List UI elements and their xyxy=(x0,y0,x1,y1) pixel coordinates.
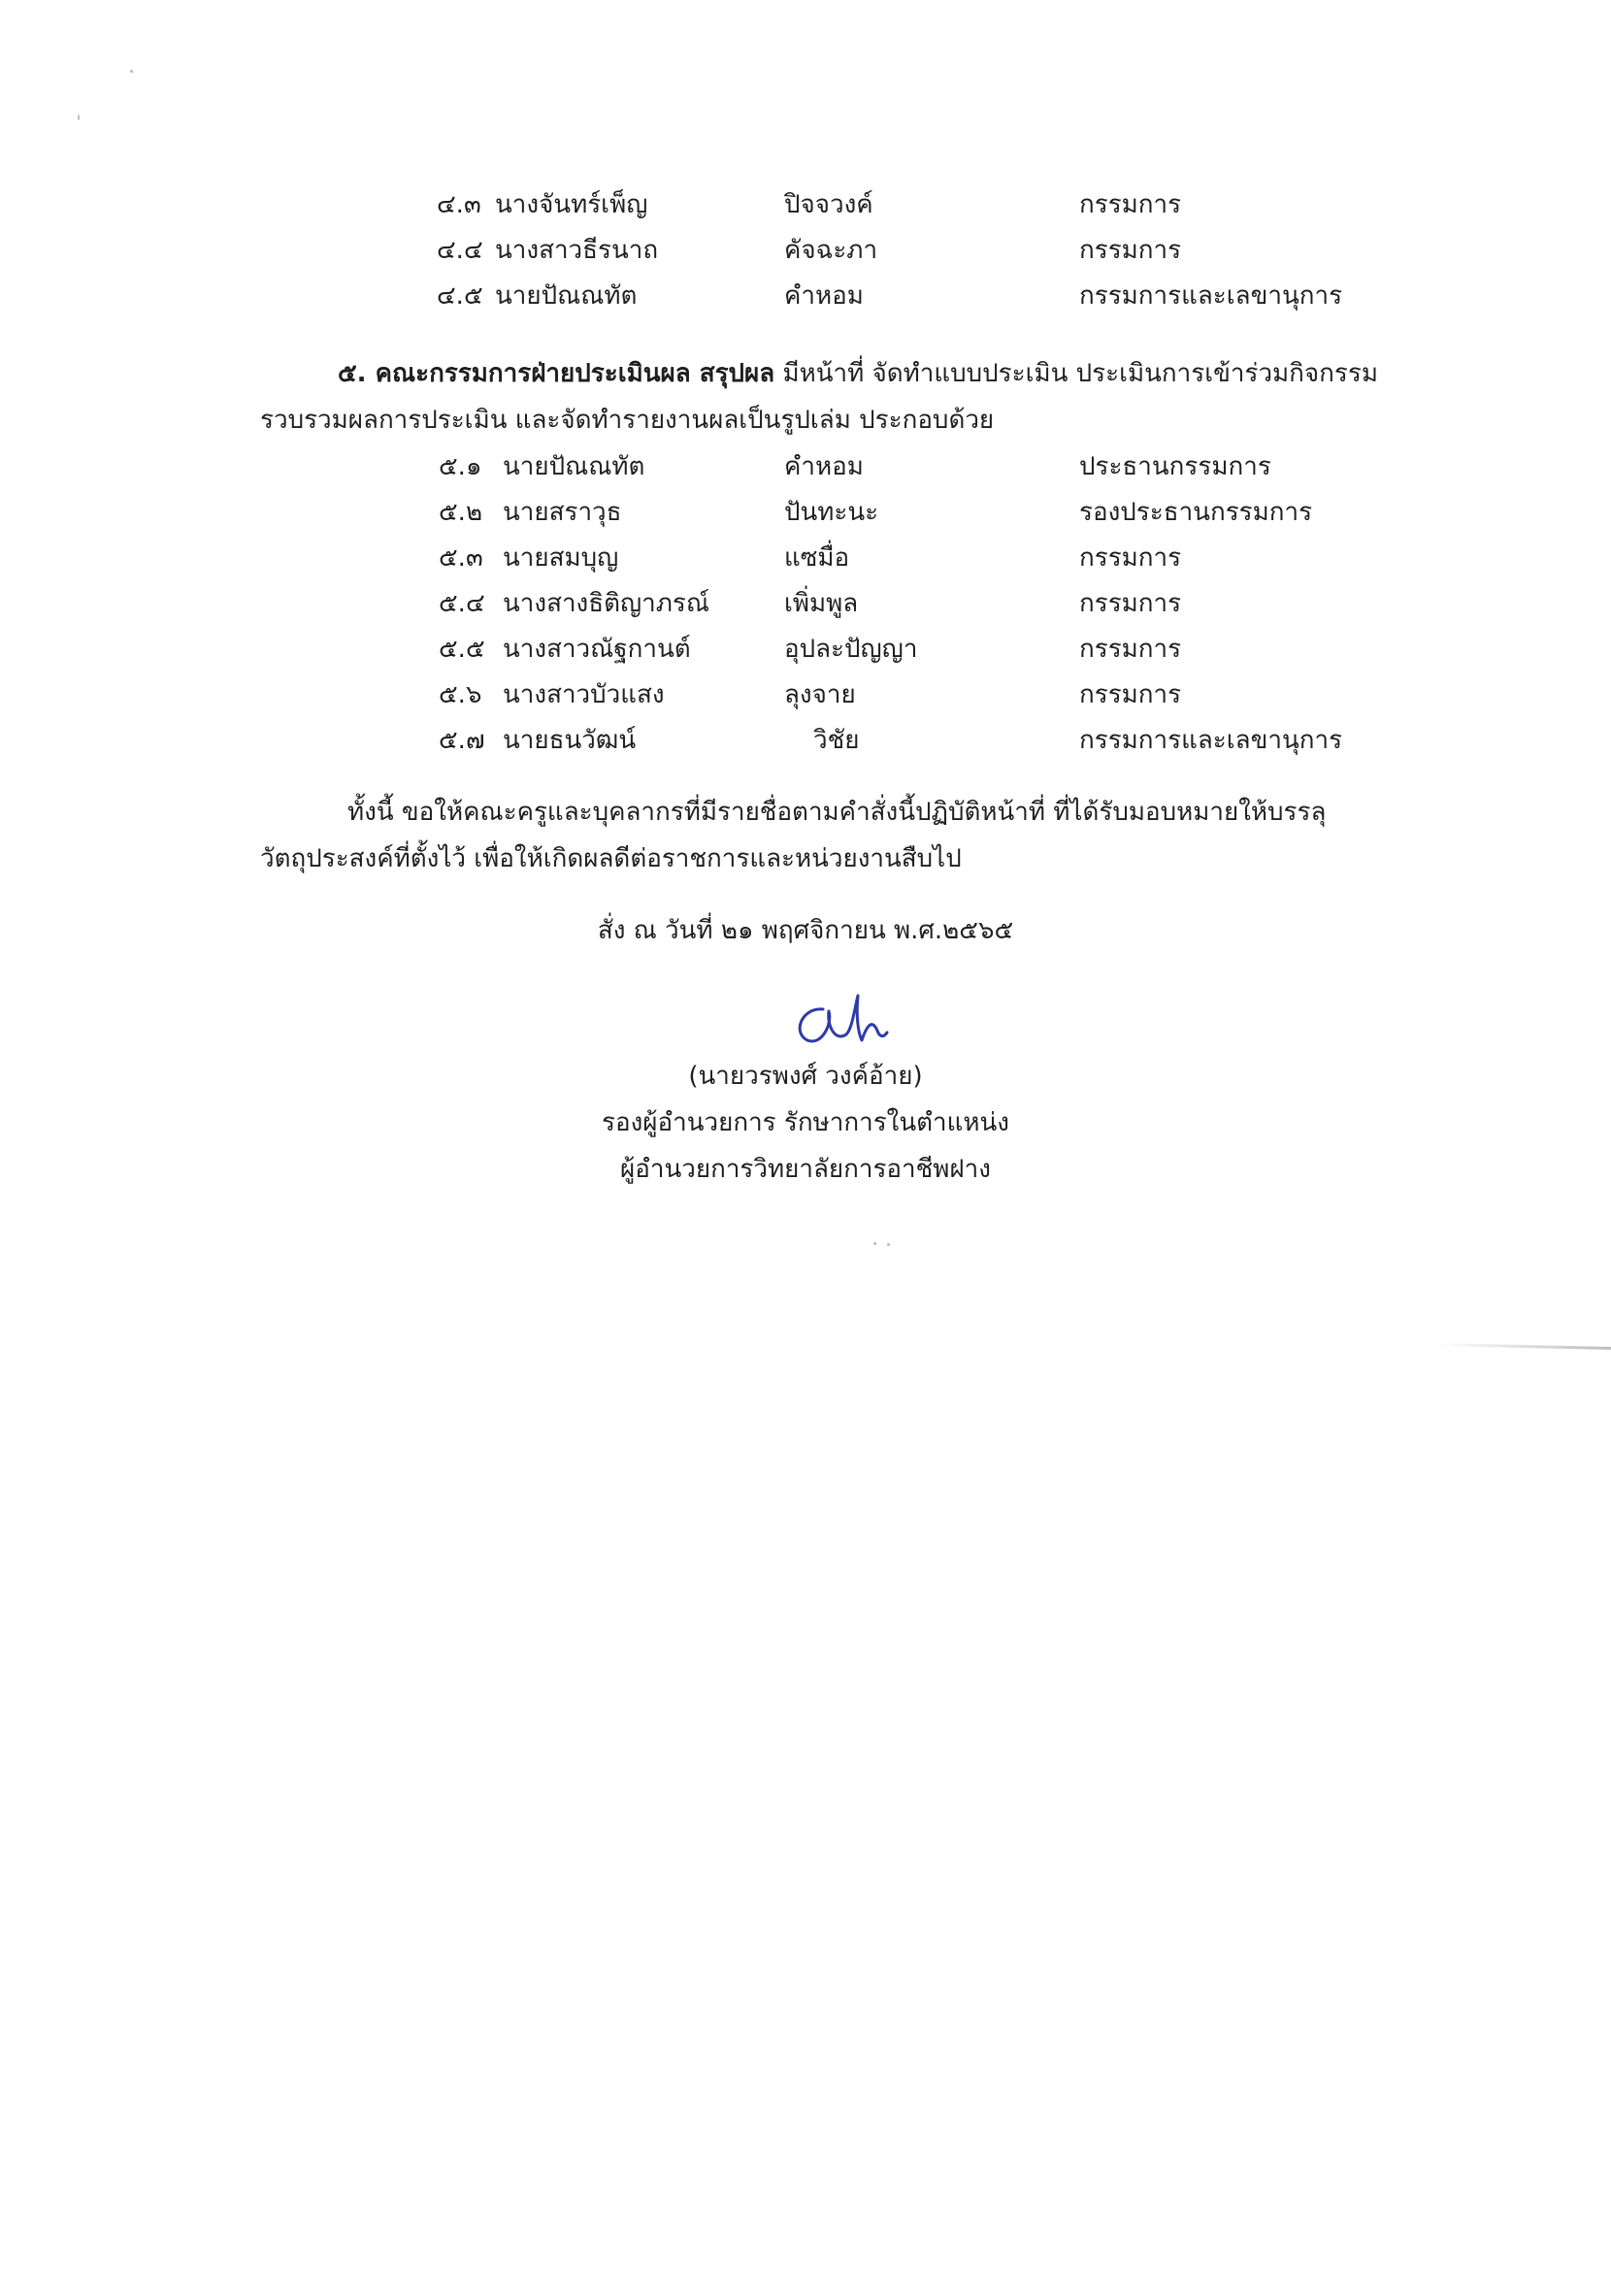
closing-line2: วัตถุประสงค์ที่ตั้งไว้ เพื่อให้เกิดผลดีต่อราชการและหน่วยงานสืบไป xyxy=(260,844,962,873)
member-row xyxy=(0,498,1611,537)
scan-speck xyxy=(130,70,133,73)
member-last-name: ลุงจาย xyxy=(784,680,856,709)
scan-artifact-line xyxy=(1436,1343,1611,1350)
signature-image xyxy=(784,982,891,1050)
member-row xyxy=(0,589,1611,628)
scan-speck xyxy=(887,1243,890,1246)
signatory-position-line1: รองผู้อำนวยการ รักษาการในตำแหน่ง xyxy=(602,1108,1009,1137)
order-date: สั่ง ณ วันที่ ๒๑ พฤศจิกายน พ.ศ.๒๕๖๕ xyxy=(597,916,1014,945)
member-number: ๔.๕ xyxy=(437,281,483,311)
member-last-name: วิชัย xyxy=(813,726,860,755)
member-number: ๔.๓ xyxy=(437,190,481,219)
scan-speck xyxy=(873,1242,876,1245)
member-first-name: นางสาวบัวแสง xyxy=(503,680,665,709)
member-first-name: นางสาวธีรนาถ xyxy=(495,236,659,265)
member-last-name: อุปละปัญญา xyxy=(784,635,918,664)
member-role: กรรมการ xyxy=(1079,589,1182,618)
closing-line1: ทั้งนี้ ขอให้คณะครูและบุคลากรที่มีรายชื่อตามคำสั่งนี้ปฏิบัติหน้าที่ ที่ได้รับมอบหมายให้บรรลุ xyxy=(347,798,1327,827)
member-first-name: นางสางธิติญาภรณ์ xyxy=(503,589,709,618)
member-row xyxy=(0,543,1611,582)
member-row xyxy=(0,680,1611,719)
member-role: รองประธานกรรมการ xyxy=(1079,498,1313,527)
member-role: กรรมการ xyxy=(1079,680,1182,709)
member-role: กรรมการ xyxy=(1079,635,1182,664)
member-number: ๕.๑ xyxy=(439,452,482,481)
member-role: กรรมการและเลขานุการ xyxy=(1079,281,1343,311)
member-first-name: นายปัณณทัต xyxy=(495,281,638,311)
member-row xyxy=(0,635,1611,673)
member-last-name: คัจฉะภา xyxy=(784,236,878,265)
section-5-duty-line2: รวบรวมผลการประเมิน และจัดทำรายงานผลเป็นรูปเล่ม ประกอบด้วย xyxy=(260,406,995,435)
member-number: ๕.๖ xyxy=(439,680,482,709)
member-number: ๕.๓ xyxy=(439,543,483,573)
member-last-name: ปันทะนะ xyxy=(784,498,879,527)
member-number: ๔.๔ xyxy=(437,236,483,265)
member-last-name: คำหอม xyxy=(784,452,864,481)
member-last-name: ปิจจวงค์ xyxy=(784,190,873,219)
member-row xyxy=(0,726,1611,765)
signature-stroke xyxy=(800,996,887,1041)
section-5-intro xyxy=(338,359,1378,389)
member-first-name: นายสมบุญ xyxy=(503,543,619,573)
member-role: ประธานกรรมการ xyxy=(1079,452,1271,481)
member-number: ๕.๔ xyxy=(439,589,485,618)
member-first-name: นายธนวัฒน์ xyxy=(503,726,637,755)
member-number: ๕.๒ xyxy=(439,498,483,527)
member-role: กรรมการ xyxy=(1079,543,1182,573)
member-role: กรรมการ xyxy=(1079,190,1182,219)
member-first-name: นายปัณณทัต xyxy=(503,452,645,481)
member-role: กรรมการ xyxy=(1079,236,1182,265)
member-last-name: เพิ่มพูล xyxy=(784,589,859,618)
member-first-name: นายสราวุธ xyxy=(503,498,622,527)
member-number: ๕.๗ xyxy=(439,726,485,755)
member-first-name: นางสาวณัฐกานต์ xyxy=(503,635,691,664)
member-row xyxy=(0,190,1611,229)
member-role: กรรมการและเลขานุการ xyxy=(1079,726,1343,755)
member-number: ๕.๕ xyxy=(439,635,485,664)
signatory-position-line2: ผู้อำนวยการวิทยาลัยการอาชีพฝาง xyxy=(620,1155,991,1184)
member-row xyxy=(0,452,1611,491)
member-row xyxy=(0,281,1611,320)
section-5-heading: ๕. คณะกรรมการฝ่ายประเมินผล สรุปผล xyxy=(338,359,775,388)
member-last-name: คำหอม xyxy=(784,281,864,311)
scan-speck xyxy=(78,115,80,120)
member-last-name: แซมื่อ xyxy=(784,543,850,573)
signatory-name: (นายวรพงศ์ วงค์อ้าย) xyxy=(688,1062,923,1091)
member-row xyxy=(0,236,1611,275)
member-first-name: นางจันทร์เพ็ญ xyxy=(495,190,648,219)
section-5-duty-line1: มีหน้าที่ จัดทำแบบประเมิน ประเมินการเข้าร่วมกิจกรรม xyxy=(782,359,1378,388)
